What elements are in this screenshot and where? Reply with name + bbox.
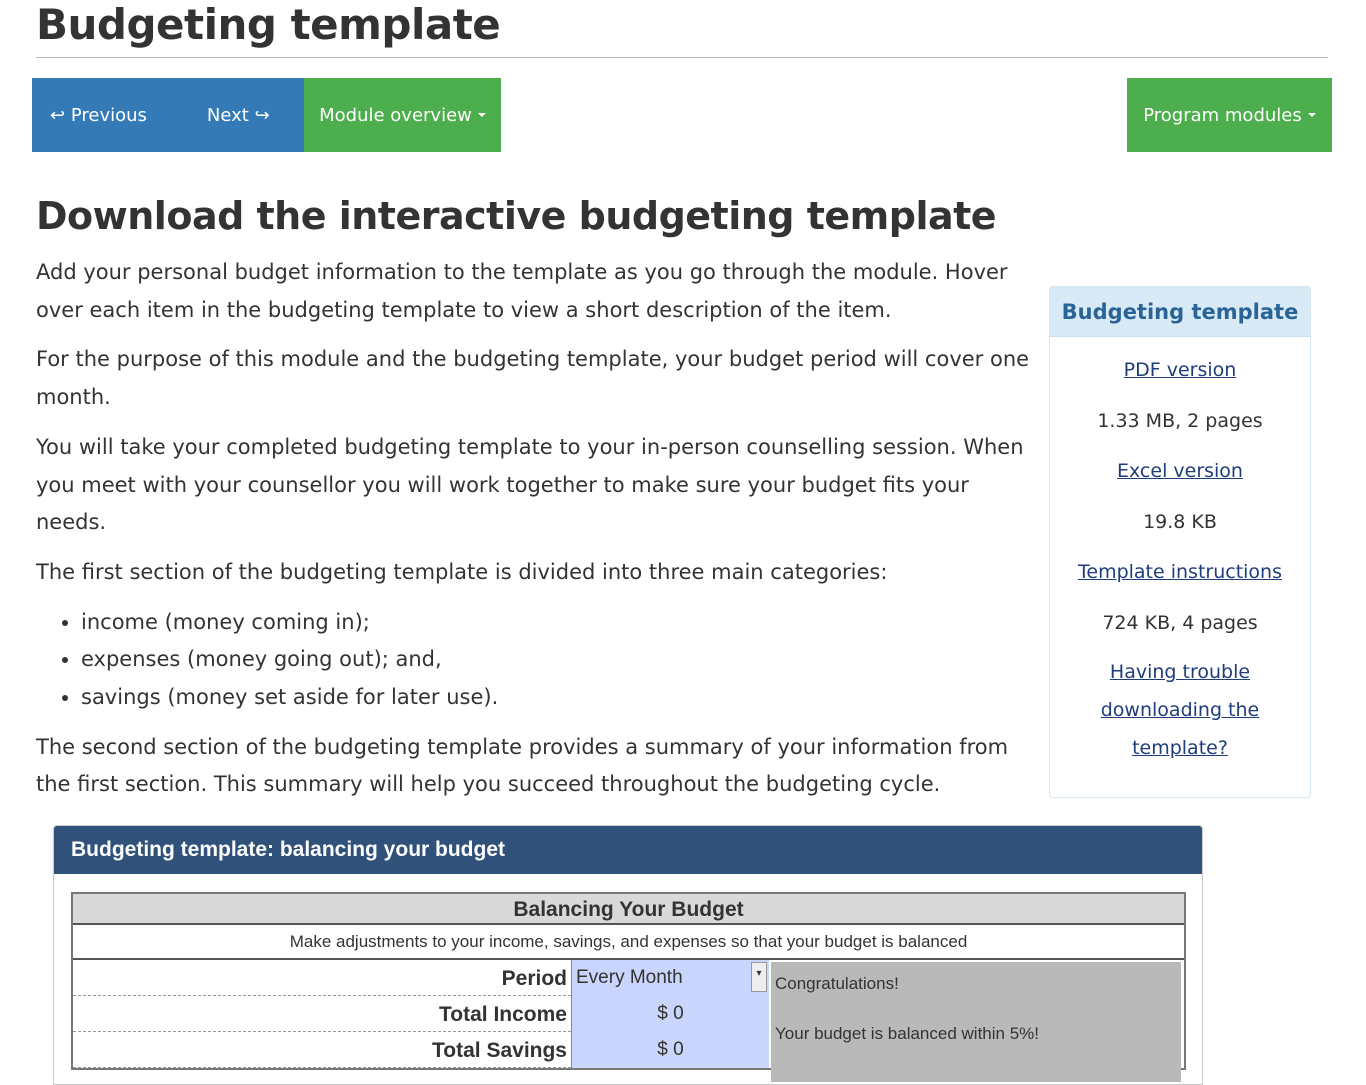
sheet-subtitle: Make adjustments to your income, savings, and expenses so that your budget is balanced	[73, 925, 1184, 960]
return-arrow-icon: ↩	[50, 104, 66, 126]
pager-nav	[32, 78, 304, 152]
template-panel	[53, 825, 1203, 1085]
next-button[interactable]: Next ↪	[206, 104, 270, 126]
program-modules-button[interactable]: Program modules	[1127, 78, 1332, 152]
list-item: • savings (money set aside for later use).	[81, 679, 1036, 717]
budget-sheet	[71, 892, 1186, 1070]
paragraph: For the purpose of this module and the budgeting template, your budget period will cover one month.	[36, 347, 1030, 410]
pdf-info: 1.33 MB, 2 pages	[1097, 409, 1263, 432]
pdf-link[interactable]: PDF version	[1123, 359, 1237, 381]
savings-value: $ 0	[571, 1032, 769, 1068]
trouble-link[interactable]: Having trouble downloading the template?	[1100, 661, 1260, 759]
dropdown-icon[interactable]: ▾	[751, 962, 767, 992]
balance-message: Congratulations! Your budget is balanced within 5%!	[771, 962, 1181, 1082]
paragraph: The first section of the budgeting template is divided into three main categories:	[36, 559, 888, 584]
caret-down-icon	[478, 113, 486, 117]
paragraph: Add your personal budget information to the template as you go through the module. Hover over each item in the budgeting template to view a short description of the item.	[36, 260, 1008, 322]
excel-link[interactable]: Excel version	[1117, 460, 1243, 482]
forward-arrow-icon: ↪	[254, 104, 270, 126]
category-list	[81, 604, 1036, 717]
sidebar-title: Budgeting template	[1050, 287, 1310, 337]
savings-label: Total Savings	[73, 1032, 571, 1068]
income-value: $ 0	[571, 996, 769, 1032]
previous-button[interactable]: ↩ Previous	[50, 104, 147, 126]
download-sidebar	[1049, 286, 1311, 798]
main-content	[36, 254, 1036, 816]
excel-info: 19.8 KB	[1143, 510, 1217, 533]
paragraph: The second section of the budgeting template provides a summary of your information from the first section. This summary will help you succeed throughout the budgeting cycle.	[36, 734, 1009, 797]
divider	[36, 57, 1328, 58]
caret-down-icon	[1308, 113, 1316, 117]
page-title: Budgeting template	[36, 0, 501, 49]
module-overview-button[interactable]: Module overview	[304, 78, 501, 152]
period-select[interactable]: Every Month ▾	[571, 960, 769, 996]
list-item: • expenses (money going out); and,	[81, 641, 1036, 679]
panel-title: Budgeting template: balancing your budget	[54, 826, 1202, 874]
income-label: Total Income	[73, 996, 571, 1032]
paragraph: You will take your completed budgeting template to your in-person counselling session. When you meet with your counsellor you will work together to make sure your budget fits your needs.	[36, 434, 1024, 535]
instructions-link[interactable]: Template instructions	[1078, 561, 1282, 583]
period-label: Period	[73, 960, 571, 996]
instructions-info: 724 KB, 4 pages	[1102, 611, 1258, 634]
section-heading: Download the interactive budgeting template	[36, 194, 997, 238]
list-item: • income (money coming in);	[81, 604, 1036, 642]
sheet-title: Balancing Your Budget	[73, 894, 1184, 925]
